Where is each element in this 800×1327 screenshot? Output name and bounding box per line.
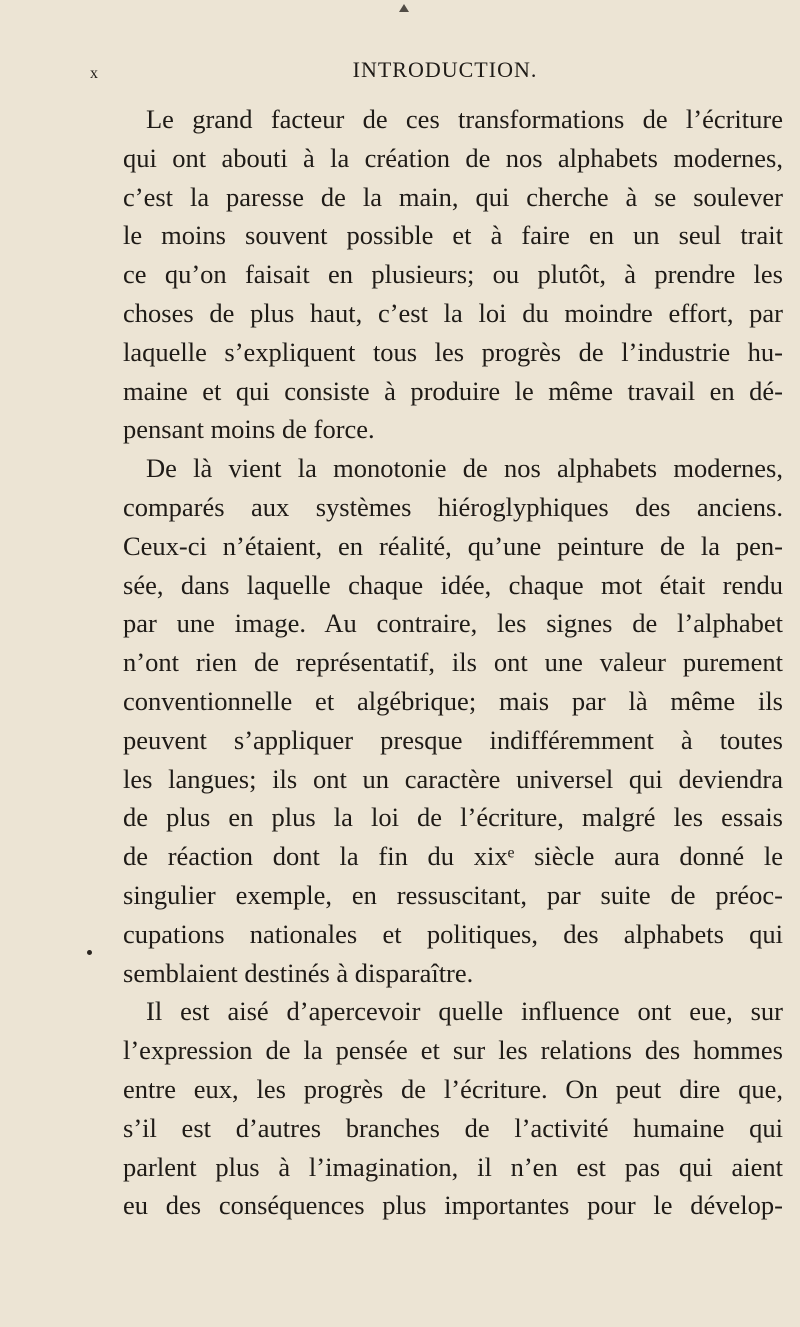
text-line: laquelle s’expliquent tous les progrès de l’industrie hu- <box>123 336 783 367</box>
ink-speck <box>87 950 92 955</box>
text-line: par une image. Au contraire, les signes de l’alphabet <box>123 608 783 639</box>
running-title: INTRODUCTION. <box>352 57 538 82</box>
text-line: Le grand facteur de ces transformations de l’écriture <box>146 104 783 134</box>
page-number: x <box>90 65 99 82</box>
text-line: Ceux-ci n’étaient, en réalité, qu’une peinture de la pen- <box>123 530 783 561</box>
text-line: sée, dans laquelle chaque idée, chaque mot était rendu <box>123 569 783 600</box>
body-text <box>123 100 783 1225</box>
text-line: cupations nationales et politiques, des alphabets qui <box>123 918 783 949</box>
text-line: n’ont rien de représentatif, ils ont une valeur purement <box>123 647 783 678</box>
text-line: eu des conséquences plus importantes pour le dévelop- <box>123 1190 783 1221</box>
text-line: choses de plus haut, c’est la loi du moindre effort, par <box>123 297 783 328</box>
text-line: parlent plus à l’imagination, il n’en est pas qui aient <box>123 1151 783 1182</box>
text-line: les langues; ils ont un caractère universel qui deviendra <box>123 763 783 794</box>
print-mark <box>399 4 409 12</box>
text-line: conventionnelle et algébrique; mais par là même ils <box>123 685 783 716</box>
text-line: comparés aux systèmes hiéroglyphiques des anciens. <box>123 491 783 522</box>
text-line: c’est la paresse de la main, qui cherche à se soulever <box>123 181 783 212</box>
text-line: De là vient la monotonie de nos alphabets modernes, <box>146 453 783 484</box>
text-line: semblaient destinés à disparaître. <box>123 957 474 988</box>
text-line: de réaction dont la fin du xixᵉ siècle aura donné le <box>123 841 783 872</box>
text-line: singulier exemple, en ressuscitant, par suite de préoc- <box>123 879 783 910</box>
text-line: s’il est d’autres branches de l’activité humaine qui <box>123 1112 783 1143</box>
text-line: pensant moins de force. <box>123 414 375 445</box>
text-line: peuvent s’appliquer presque indifféremment à toutes <box>123 724 783 755</box>
text-line: le moins souvent possible et à faire en un seul trait <box>123 220 783 251</box>
text-line: l’expression de la pensée et sur les relations des hommes <box>123 1035 783 1066</box>
text-line: qui ont abouti à la création de nos alphabets modernes, <box>123 142 783 173</box>
text-line: entre eux, les progrès de l’écriture. On peut dire que, <box>123 1073 783 1104</box>
text-line: maine et qui consiste à produire le même travail en dé- <box>123 375 783 406</box>
text-line: Il est aisé d’apercevoir quelle influence ont eue, sur <box>146 996 783 1027</box>
text-line: ce qu’on faisait en plusieurs; ou plutôt, à prendre les <box>123 259 783 290</box>
text-line: de plus en plus la loi de l’écriture, malgré les essais <box>123 802 783 833</box>
page-header <box>90 57 770 91</box>
